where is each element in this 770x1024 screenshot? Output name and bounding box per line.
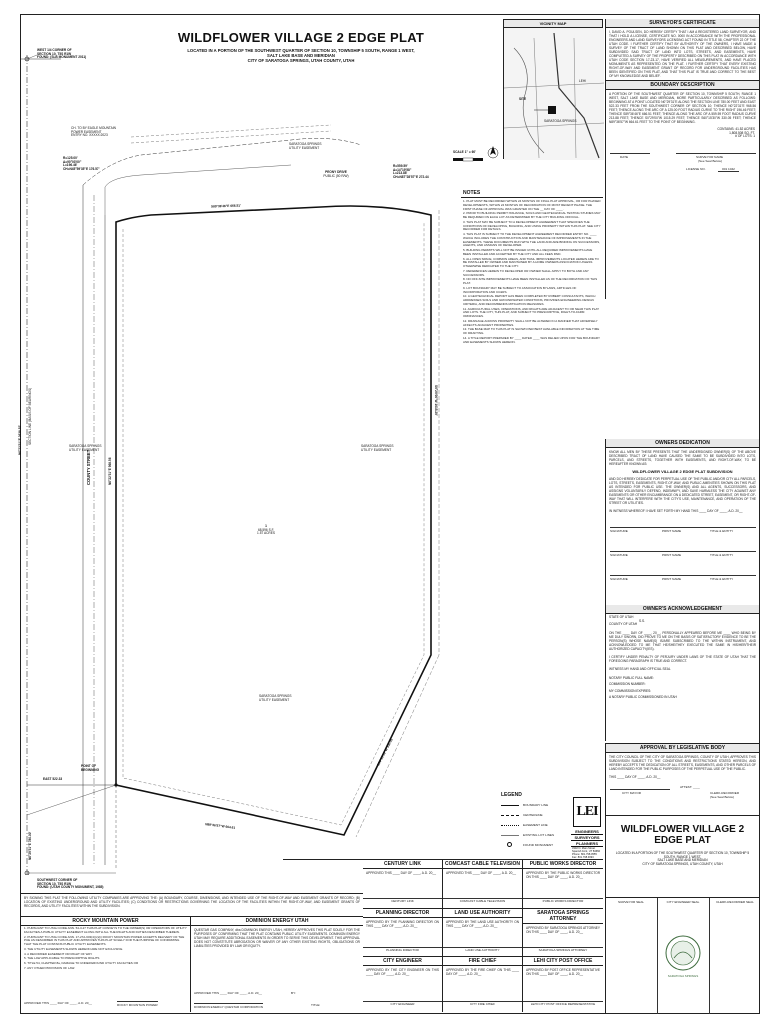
power-easement-label: CH. TO BY EAGLE MOUNTAIN POWER EASEMENT ENTRY NO. XXXXX:2023: [71, 126, 116, 138]
legend-item: EASEMENT LINE: [523, 823, 548, 827]
rocky-mountain-power: ROCKY MOUNTAIN POWER 1. PURSUANT TO UTAH CODE ANN. 54-3-27 THIS PLAT CONVEYS TO THE OWNER(S) OR OPERATORS OF UTILITY FACILITIES A PUBLIC UTILITY EASEMENT ALONG WITH ALL THE RIGHTS AND DUTIES DESCRIBED THEREIN. 2. PURSUANT TO UTAH CODE ANN. 17-27A-603(4)(c)(ii) ROCKY MOUNTAIN POWER ACCEPTS DELIVERY OF THE PUE AS DESCRIBED IN THIS PLAT AND APPROVES THIS PLAT SOLELY FOR THE PURPOSE OF CONFIRMING THAT THE PLAT CONTAINS PUBLIC UTILITY EASEMENTS. 3. THE UTILITY EASEMENTS SHOWN HEREON ARE NOT EXCLUSIVE. 4. A RECORDED EASEMENT OR RIGHT OF WAY 5. THE LAW APPLICABLE TO PRESCRIPTIVE RIGHTS 6. TITLE 54, CHAPTER 8a, DAMAGE TO UNDERGROUND UTILITY FACILITIES OR 7. ANY OTHER PROVISION OF LAW. APPROVED THIS ____ DAY OF ____, A.D. 20__ ROCKY MOUNTAIN POWER: [21, 916, 191, 1012]
easement-top-label: SARATOGA SPRINGS UTILITY EASEMENT: [289, 142, 322, 150]
note-item: 3. THIS PLAT MAY BE SUBJECT TO A DEVELOPMENT AGREEMENT THAT SPECIFIES THE CONDITIONS OF DEVELOPING, BUILDING, AND USING PROPERTY WITHIN THIS PLAT. SEE CITY RECORDER FOR DETAILS.: [463, 219, 601, 232]
section-line-label: SECTION LINE (BASIS OF BEARINGS): [28, 387, 32, 445]
owner-title-label: TITLE & ENTITY: [710, 553, 734, 557]
notary-block: [606, 673, 759, 703]
approval-public-works: PUBLIC WORKS DIRECTOR APPROVED BY THE PUBLIC WORKS DIRECTOR ON THIS ____ DAY OF ____, A.D. 20__ PUBLIC WORKS DIRECTOR: [523, 860, 603, 908]
curve-right-label: R=559.59' Δ=14°19'58" L=213.88' CH=N87°28'57"E 272.44: [393, 164, 429, 180]
county-street-label: COUNTY STREET: [86, 449, 91, 485]
approval-post-office: LEHI CITY POST OFFICE APPROVED BY POST OFFICE REPRESENTATIVE ON THIS ____ DAY OF ____, A.D. 20__ LEHI CITY POST OFFICE REPRESENTATIVE: [523, 956, 603, 1012]
legend-centerline-swatch: [501, 815, 519, 816]
license-label: LICENSE NO.: [686, 167, 706, 172]
note-item: 10. A GEOTECHNICAL REPORT HAS BEEN COMPLETED BY ROBERT CONSULTANTS, WHICH ADDRESSES SOILS AND GROUNDWATER CONDITIONS, PROVIDES ENGINEERING DESIGN CRITERIA, AND RECOMMENDS MITIGATION MEASURES.: [463, 294, 596, 306]
plat-location-1: LOCATED IN A PORTION OF THE SOUTHWEST QUARTER OF SECTION 10, TOWNSHIP 5 SOUTH, RANGE 1 WEST,: [187, 47, 415, 53]
note-item: 5. BUILDING PERMITS WILL NOT BE ISSUED UNTIL ALL REQUIRED IMPROVEMENTS HAVE BEEN INSTALLED AND ACCEPTED BY THE CITY AND ALL FEES PAID.: [463, 248, 593, 256]
note-item: 9. LOT BOUNDARY MAY BE SUBJECT TO ASSOCIATION BYLAWS, ARTICLES OF INCORPORATION AND CC&RS.: [463, 285, 577, 294]
legislative-date: THIS ____ DAY OF ____, A.D. 20__: [609, 775, 661, 779]
approval-planning: PLANNING DIRECTOR APPROVED BY THE PLANNING DIRECTOR ON THIS ____ DAY OF ____, A.D. 20__ PLANNING DIRECTOR: [363, 908, 443, 956]
city-seal-icon: [664, 934, 702, 972]
utility-approvals: [21, 893, 363, 1013]
legend-easement-swatch: [501, 825, 519, 826]
bearing-left: N0°22'31"E 968.56: [108, 457, 112, 485]
easement-right-label: SARATOGA SPRINGS UTILITY EASEMENT: [361, 444, 394, 452]
legend-item: EXISTING LOT LINES: [523, 833, 555, 837]
note-item: 8. NO OFF-SITE IMPROVEMENTS HAVE BEEN INSTALLED AS OF THE RECORDATION OF THIS PLAT.: [463, 277, 598, 285]
engineer-label: SURVEYORS: [571, 835, 603, 841]
lot-label: 1 68,596 S.F. 1.57 ACRES: [257, 524, 275, 536]
title-block-title-2: EDGE PLAT: [654, 835, 711, 846]
surveyor-title: SURVEYOR'S CERTIFICATE: [606, 19, 759, 28]
road-edge: [105, 165, 291, 215]
note-item: 12. DRAINAGE ACROSS PROPERTY SHALL NOT BE ALTERED IN A MANNER THAT ADVERSELY AFFECTS ADJACENT PROPERTIES.: [463, 318, 598, 327]
vicinity-map-title: VICINITY MAP: [504, 20, 602, 28]
surveyor-name-label: SURVEYOR NAME: [696, 155, 724, 160]
legend-item: BOUNDARY LINE: [523, 803, 549, 807]
plat-sheet: [20, 14, 760, 1014]
parcel-boundary: [116, 203, 431, 835]
scale-label: SCALE 1" = 60': [453, 150, 476, 154]
legislative-title: APPROVAL BY LEGISLATIVE BODY: [606, 744, 759, 753]
attest-label: ATTEST: ____: [680, 785, 700, 789]
owners-text-1: KNOW ALL MEN BY THESE PRESENTS THAT THE UNDERSIGNED OWNER(S) OF THE ABOVE DESCRIBED TRACT OF LAND HAVE CAUSED THE SAME TO BE SUBDIVIDED INTO LOTS, PARCELS, AND STREETS, TOGETHER WITH EASEMENTS, AND RIGHT-OF-WAY, TO BE HEREAFTER KNOWN AS:: [609, 450, 756, 466]
curve-left-label: R=125.00' Δ=90°03'00" L=196.46' CH=N45°59'35"E 176.57': [63, 156, 100, 172]
engineer-logo: LEI: [573, 797, 601, 827]
title-block-location: LOCATED IN A PORTION OF THE SOUTHWEST QUARTER OF SECTION 10, TOWNSHIP 5 SOUTH, RANGE 1 WEST, SALT LAKE BASE AND MERIDIAN CITY OF SARATOGA SPRINGS, UTAH COUNTY, UTAH: [615, 851, 750, 867]
note-item: 11. AGRICULTURAL USES, OPERATIONS, AND RIGHTS ARE ADJACENT TO OR NEAR THIS PLAT AND LOTS. THE CITY, THIS PLAT, AND SUBJECT TO PRESCRIPTIVE, RIGHT-TO-FARM ORDINANCES.: [463, 306, 599, 318]
ack-text: ON THE ____ DAY OF ____, 20__, PERSONALLY APPEARED BEFORE ME ____ WHO BEING BY ME DULY SWORN, DID PROVE TO ME ON THE BASIS OF SATISFACTORY EVIDENCE TO BE THE PERSON(S) WHOSE NAME(S) IS/ARE SUBSCRIBED TO THE WITHIN INSTRUMENT, AND ACKNOWLEDGED TO ME THAT HE/SHE/THEY EXECUTED THE SAME IN HIS/HER/THEIR AUTHORIZED CAPACITY(IES).: [609, 631, 756, 652]
bearing-top: S89°36'46"E 666.51': [210, 203, 241, 209]
clerk-recorder-label: CLERK-RECORDER: [710, 791, 740, 795]
scale-bar: [453, 158, 483, 161]
approval-attorney: SARATOGA SPRINGS ATTORNEY APPROVED BY SARATOGA SPRINGS ATTORNEY ON THIS ____ DAY OF ____, A.D. 20__ SARATOGA SPRINGS ATTORNEY: [523, 908, 603, 956]
engineer-label: ENGINEERS: [571, 829, 603, 835]
peony-drive-label: PEONY DRIVE PUBLIC (50 R/W): [323, 170, 349, 178]
legislative-approval: [605, 743, 759, 815]
notary-expires-label: MY COMMISSION EXPIRES:: [609, 688, 652, 693]
bearing-diag: S60°15'30"W 330.05: [376, 738, 394, 767]
owners-witness: IN WITNESS WHEREOF I HAVE SET FORTH MY HAND THIS ____ DAY OF ____, A.D. 20__: [609, 509, 743, 513]
vicinity-city-label: SARATOGA SPRINGS: [544, 119, 577, 123]
utility-text: BY SIGNING THIS PLAT THE FOLLOWING UTILITY COMPANIES ARE APPROVING THE: (A) BOUNDARY, COURSE, DIMENSIONS, AND INTENDED USE OF THE RIGHT-OF-WAY AND EASEMENT GRANTS OF RECORD; (B) LOCATION OF EXISTING UNDERGROUND AND UTILITY FACILITIES; (C) CONDITIONS OR RESTRICTIONS GOVERNING THE LOCATION OF THE FACILITIES WITHIN THE RIGHT-OF-WAY, AND EASEMENT GRANTS OF RECORDS, AND UTILITY FACILITIES WITHIN THE SUBDIVISION.: [24, 896, 360, 908]
bearing-bottom: N89°36'57"W 664.61: [204, 822, 236, 830]
engineer-address: 3302 N. Main Street Spanish Fork, UT 84660 Phone: 801.798.0555 Fax: 801.798.9393: [572, 847, 601, 859]
approval-century: CENTURY LINK APPROVED THIS ____ DAY OF ____, A.D. 20__ CENTURY LINK: [363, 860, 443, 908]
vicinity-site-label: SITE: [519, 97, 527, 101]
corner-sw-label: SOUTHWEST CORNER OF SECTION 10, T5S R1W FOUND: (UTAH COUNTY MONUMENT, 1985): [37, 878, 104, 890]
bottom-left-bearing: N0°29'31"E 780.00': [28, 831, 32, 860]
easement-left-label: SARATOGA SPRINGS UTILITY EASEMENT: [69, 444, 102, 452]
left-bearing-long: N0°22'31"E 2638.52': [18, 424, 22, 455]
legend-item: CENTERLINE: [523, 813, 543, 817]
surveyor-seal-label: SURVEYOR SEAL: [617, 900, 645, 904]
note-item: 6. ALL OPEN SPACE, COMMON AREAS, AND TRAIL IMPROVEMENTS LOCATED HEREIN ARE TO BE INSTALLED BY OWNER AND MAINTAINED BY A HOME OWNERS ASSOCIATION UNLESS OTHERWISE DEDICATED TO THE CITY.: [463, 256, 599, 268]
note-item: 1. PLAT MUST BE RECORDED WITHIN 24 MONTHS OF FINAL PLAT APPROVAL, OR FOR PHASED DEVELOPMENTS, WITHIN 24 MONTHS OF RECORDATION OF MOST RECENT PHASE. THE FIRST PHASE OF APPROVAL WAS GRANTED ON THE __ DAY OF ____.: [463, 199, 601, 211]
title-block-title-1: WILDFLOWER VILLAGE 2: [620, 824, 745, 835]
ack-witness: WITNESS MY HAND AND OFFICIAL SEAL: [609, 667, 671, 672]
boundary-title: BOUNDARY DESCRIPTION: [606, 80, 759, 90]
plat-location-2: SALT LAKE BASE AND MERIDIAN: [267, 52, 335, 58]
owner-print-name-label: PRINT NAME: [662, 529, 682, 533]
ack-state-block: STATE OF UTAH S.S. COUNTY OF UTAH: [609, 615, 646, 627]
boundary-text: A PORTION OF THE SOUTHWEST QUARTER OF SECTION 10, TOWNSHIP 5 SOUTH, RANGE 1 WEST, SALT LAKE BASE AND MERIDIAN, MORE PARTICULARLY DESCRIBED AS FOLLOWS: BEGINNING AT A POINT LOCATED N0°29'31"E ALONG THE SECTION LINE 780.00 FEET AND EAST 522.33 FEET FROM THE SOUTHWEST CORNER OF SECTION 10; THENCE N0°22'31"E 968.56 FEET; THENCE ALONG THE ARC OF A 125.00 FOOT RADIUS CURVE TO THE RIGHT 196.46 FEET; THENCE S89°36'46"E 666.51 FEET; THENCE ALONG THE ARC OF A 559.59 FOOT RADIUS CURVE 213.88 FEET; THENCE S0°29'00"W 1015.29 FEET; THENCE S60°15'30"W 330.05 FEET; THENCE N89°36'57"W 664.61 FEET TO THE POINT OF BEGINNING.: [609, 92, 756, 124]
owners-acknowledgement: [605, 605, 759, 741]
vicinity-map-graphic: [504, 28, 604, 160]
easement-bottom-label: SARATOGA SPRINGS UTILITY EASEMENT: [259, 694, 292, 702]
clerk-recorder-sub: (See Seal Below): [710, 795, 734, 799]
city-engineer-seal-label: CITY ENGINEER SEAL: [666, 900, 700, 904]
vicinity-map: [503, 19, 603, 159]
notary-commission-label: COMMISSION NUMBER:: [609, 682, 646, 687]
approval-fire-chief: FIRE CHIEF APPROVED BY THE FIRE CHIEF ON THIS ____ DAY OF ____, A.D. 20__ CITY FIRE CHIEF: [443, 956, 523, 1012]
seals-block: [605, 897, 759, 1013]
monument-pob: [114, 783, 117, 786]
approval-comcast: COMCAST CABLE TELEVISION APPROVED THIS ____ DAY OF ____, A.D. 20__ COMCAST CABLE TELEVISION: [443, 860, 523, 908]
owner-signature-label: SIGNATURE: [610, 529, 628, 533]
approval-city-engineer: CITY ENGINEER APPROVED BY THE CITY ENGINEER ON THIS ____ DAY OF ____, A.D. 20__ CITY ENGINEER: [363, 956, 443, 1012]
note-item: 14. A TITLE REPORT PREPARED BY ____ DATED ____ WAS RELIED UPON FOR THE BOUNDARY AND EASEMENTS SHOWN HEREON.: [463, 335, 600, 344]
city-seal-text: SARATOGA SPRINGS: [667, 974, 699, 978]
legend: [499, 791, 569, 857]
corner-nw-label: WEST 1/4 CORNER OF SECTION 10, T5S R1W FOUND: (SLB MONUMENT 2011): [37, 48, 87, 60]
city-mayor-label: CITY MAYOR: [622, 791, 641, 795]
owner-signature-label: SIGNATURE: [610, 577, 628, 581]
owners-subdivision-name: WILDFLOWER VILLAGE 2 EDGE PLAT SUBDIVISION: [632, 469, 733, 474]
approval-land-use: LAND USE AUTHORITY APPROVED BY THE LAND USE AUTHORITY ON THIS ____ DAY OF ____, A.D. 20__ LAND USE AUTHORITY: [443, 908, 523, 956]
utility-easement-line: [123, 222, 424, 825]
power-easement-line: [131, 125, 331, 137]
boundary-contains: CONTAINS: 41.52 ACRES 1,808,508 SQ. FT. # OF LOTS: 1: [717, 127, 755, 139]
engineer-label: PLANNERS: [571, 841, 603, 847]
note-item: 2. PRIOR TO BUILDING PERMIT ISSUANCE, SOILS AND GEOTECHNICAL TESTING STUDIES MAY BE REQUIRED ON EACH LOT AS DETERMINED BY THE CITY BUILDING OFFICIAL.: [463, 211, 601, 219]
plat-title: WILDFLOWER VILLAGE 2 EDGE PLAT: [177, 30, 425, 45]
owners-title: OWNERS DEDICATION: [606, 439, 759, 448]
surveyor-section: [605, 19, 759, 299]
owner-print-name-label: PRINT NAME: [662, 553, 682, 557]
legislative-text: THE CITY COUNCIL OF THE CITY OF SARATOGA SPRINGS, COUNTY OF UTAH, APPROVES THIS SUBDIVISION SUBJECT TO THE CONDITIONS AND RESTRICTIONS STATED HEREON, AND HEREBY ACCEPTS THE DEDICATION OF ALL STREETS, EASEMENTS, AND OTHER PARCELS OF LAND INTENDED FOR THE PUBLIC PURPOSES OF THE PERPETUAL USE OF THE PUBLIC.: [609, 755, 756, 771]
dominion-energy: DOMINION ENERGY UTAH QUESTAR GAS COMPANY, dba DOMINION ENERGY UTAH, HEREBY APPROVES THIS PLAT SOLELY FOR THE PURPOSES OF CONFIRMING THAT THE PLAT CONTAINS PUBLIC UTILITY EASEMENTS. DOMINION ENERGY UTAH MAY REQUIRE ADDITIONAL EASEMENTS IN ORDER TO SERVE THIS DEVELOPMENT. THIS APPROVAL DOES NOT CONSTITUTE ABROGATION OR WAIVER OF ANY OTHER EXISTING RIGHTS, OBLIGATIONS OR LIABILITIES PROVIDED BY LAW OR EQUITY. APPROVED THIS ____ DAY OF ____, A.D. 20__ BY: DOMINION ENERGY QUESTAR CORPORATION TITLE:: [191, 916, 363, 1012]
ack-title: OWNER'S ACKNOWLEDGEMENT: [606, 605, 759, 614]
note-item: 7. REFERENCES HEREIN TO DEVELOPER OR OWNER SHALL APPLY TO BOTH AND ANY SUCCESSORS.: [463, 268, 589, 277]
notes-section: [461, 189, 603, 444]
license-number: 001 1042: [718, 167, 739, 172]
note-item: 4. THIS PLAT IS SUBJECT TO THE DEVELOPMENT AGREEMENT RECORDED ENTRY NO. ____ WHICH INCLUDES THE CONSTRUCTION AND MAINTENANCE OF IMPROVEMENTS IN THE EASEMENTS. THESE DOCUMENTS RUN WITH THE LAND AND ARE BINDING ON SUCCESSORS, AGENTS, AND ASSIGNS OF DEVELOPER.: [463, 232, 600, 248]
owners-text-2: AND DO HEREBY DEDICATE FOR PERPETUAL USE OF THE PUBLIC AND/OR CITY ALL PARCELS, LOTS, STREETS, EASEMENTS, RIGHT-OF-WAY, AND PUBLIC AMENITIES SHOWN ON THIS PLAT AS INTENDED FOR PUBLIC USE. THE OWNER(S) AND ALL AGENTS, SUCCESSORS, AND ASSIGNS VOLUNTARILY DEFEND, INDEMNIFY, AND SAVE HARMLESS THE CITY AGAINST ANY EASEMENTS OR OTHER ENCUMBRANCE ON A DEDICATED STREET, EASEMENT, OR RIGHT-OF-WAY THAT WILL INTERFERE WITH THE CITY'S USE, MAINTENANCE, AND OPERATION OF THE STREET OR UTILITIES.: [609, 477, 756, 505]
legend-title: LEGEND: [501, 792, 522, 798]
owner-print-name-label: PRINT NAME: [662, 577, 682, 581]
ack-certify: I CERTIFY UNDER PENALTY OF PERJURY UNDER LAWS OF THE STATE OF UTAH THAT THE FOREGOING PARAGRAPH IS TRUE AND CORRECT.: [609, 655, 756, 664]
recorder-seal-label: CLERK-RECORDER SEAL: [716, 900, 754, 904]
plat-location-3: CITY OF SARATOGA SPRINGS, UTAH COUNTY, UTAH: [247, 57, 355, 63]
surveyor-text: I, DAVID A. POULSEN, DO HEREBY CERTIFY THAT I AM A REGISTERED LAND SURVEYOR, AND THAT I HOLD A LICENSE, CERTIFICATE NO. 0000 IN ACCORDANCE WITH THE PROFESSIONAL ENGINEERS AND LAND SURVEYORS LICENSING ACT FOUND IN TITLE 58, CHAPTER 22 OF THE UTAH CODE. I FURTHER CERTIFY THAT BY AUTHORITY OF THE OWNERS, I HAVE MADE A SURVEY OF THE TRACT OF LAND SHOWN ON THIS PLAT AND DESCRIBED BELOW, HAVE SUBDIVIDED SAID TRACT OF LAND INTO LOTS, STREETS, AND EASEMENTS, HAVE COMPLETED A SURVEY OF THE PROPERTY DESCRIBED ON THIS PLAT IN ACCORDANCE WITH UTAH CODE SECTION 17-23-17, HAVE VERIFIED ALL MEASUREMENTS, AND HAVE PLACED MONUMENTS AS REPRESENTED ON THE PLAT. I FURTHER CERTIFY THAT EVERY EXISTING RIGHT-OF-WAY AND EASEMENT GRANT OF RECORD FOR UNDERGROUND FACILITIES HAS BEEN IDENTIFIED ON THIS PLAT, AND THAT THIS PLAT IS TRUE AND CORRECT TO THE BEST OF MY KNOWLEDGE AND BELIEF.: [609, 30, 756, 78]
legend-monument-icon: [507, 842, 512, 847]
north-arrow-icon: [488, 146, 498, 158]
owner-title-label: TITLE & ENTITY: [710, 529, 734, 533]
notary-resident-label: A NOTARY PUBLIC COMMISSIONED IN UTAH: [609, 695, 677, 700]
owners-dedication: [605, 439, 759, 605]
legend-boundary-swatch: [501, 805, 519, 806]
pob-label: POINT OF BEGINNING: [81, 764, 100, 772]
bearing-right: S0°29'00"W 1015.29': [434, 385, 438, 416]
east-tie-label: EAST 522.33: [43, 777, 63, 781]
legend-item: FOUND MONUMENT: [523, 843, 554, 847]
owner-title-label: TITLE & ENTITY: [710, 577, 734, 581]
surveyor-name-sub: (See Seal Below): [698, 159, 722, 164]
boundary-date-label: DATE: [620, 155, 629, 160]
vicinity-road-label: LEHI: [579, 79, 587, 83]
notes-title: NOTES: [461, 189, 603, 198]
legend-lot-swatch: [501, 835, 519, 836]
notary-name-label: NOTARY PUBLIC FULL NAME:: [609, 676, 654, 681]
owner-signature-label: SIGNATURE: [610, 553, 628, 557]
title-block: [605, 815, 759, 897]
note-item: 13. THE BASE MAP TO THIS PLAT IS SHOWN PER BEST AVAILABLE INFORMATION AT THE TIME OF DRAFTING.: [463, 327, 600, 335]
